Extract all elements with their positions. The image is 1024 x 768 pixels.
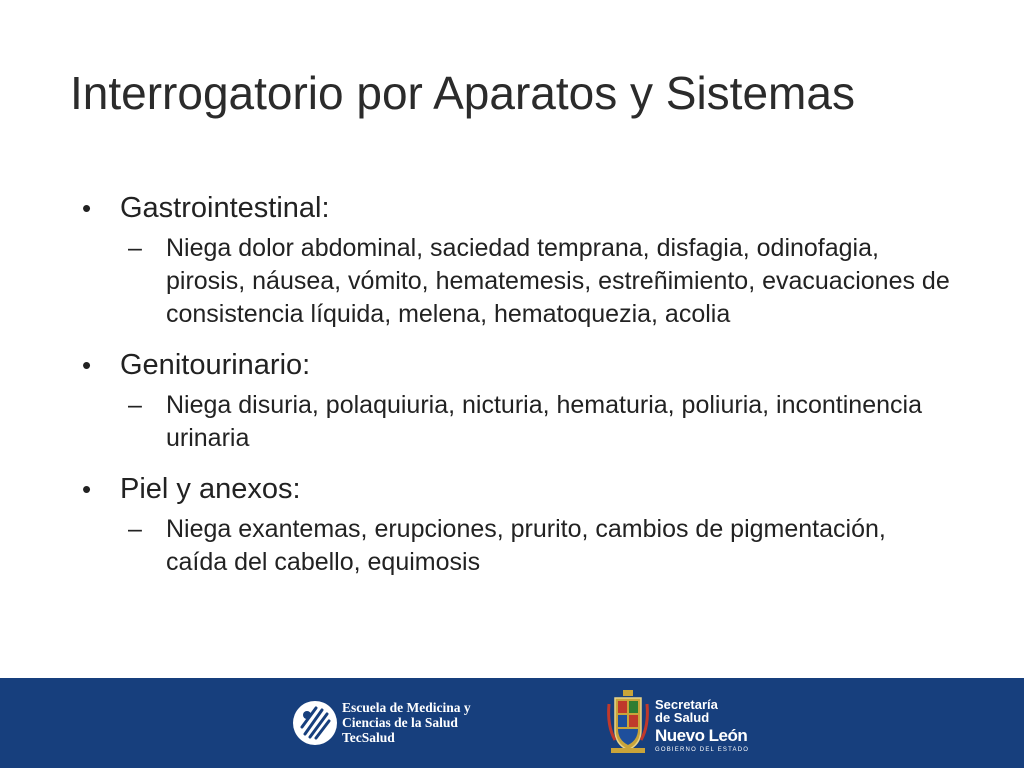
- tecsalud-logo-text: [342, 700, 471, 745]
- slide-content: [82, 188, 952, 593]
- section-detail: Niega exantemas, erupciones, prurito, cambios de pigmentación, caída del cabello, equimosis: [166, 515, 886, 576]
- section-heading: Piel y anexos:: [120, 473, 301, 505]
- tecsalud-logo-icon: [292, 700, 338, 746]
- dash-icon: –: [128, 391, 142, 419]
- nuevo-leon-label: Nuevo León: [655, 726, 748, 745]
- secretaria-line2: de Salud: [655, 710, 710, 725]
- bullet-item: [82, 469, 952, 509]
- dash-icon: –: [128, 234, 142, 262]
- bullet-item: [82, 188, 952, 228]
- gobierno-label: GOBIERNO DEL ESTADO: [655, 747, 750, 753]
- section-piel-y-anexos: [82, 469, 952, 579]
- dash-icon: –: [128, 515, 142, 543]
- secretaria-salud-logo-text: [655, 698, 749, 754]
- bullet-icon: •: [82, 350, 92, 380]
- footer-bar: [0, 678, 1024, 768]
- slide-title: Interrogatorio por Aparatos y Sistemas: [70, 67, 855, 119]
- section-detail: Niega dolor abdominal, saciedad temprana, disfagia, odinofagia, pirosis, náusea, vómito, hematemesis, estreñimiento, evacuaciones de consistencia líquida, melena, hematoquezia, acolia: [166, 234, 950, 328]
- section-detail: Niega disuria, polaquiuria, nicturia, hematuria, poliuria, incontinencia urinaria: [166, 391, 922, 452]
- section-gastrointestinal: [82, 188, 952, 331]
- bullet-item: [82, 345, 952, 385]
- bullet-icon: •: [82, 474, 92, 504]
- sub-bullet-item: [128, 513, 952, 579]
- sub-bullet-item: [128, 232, 952, 331]
- bullet-icon: •: [82, 193, 92, 223]
- section-genitourinario: [82, 345, 952, 455]
- sub-bullet-item: [128, 389, 952, 455]
- section-heading: Gastrointestinal:: [120, 192, 330, 224]
- tecsalud-line2: Ciencias de la Salud: [342, 715, 458, 730]
- tecsalud-line1: Escuela de Medicina y: [342, 700, 471, 715]
- section-heading: Genitourinario:: [120, 349, 311, 381]
- tecsalud-line3: TecSalud: [342, 730, 395, 745]
- nuevo-leon-coat-of-arms-icon: [605, 690, 651, 756]
- secretaria-line1: Secretaría: [655, 697, 718, 712]
